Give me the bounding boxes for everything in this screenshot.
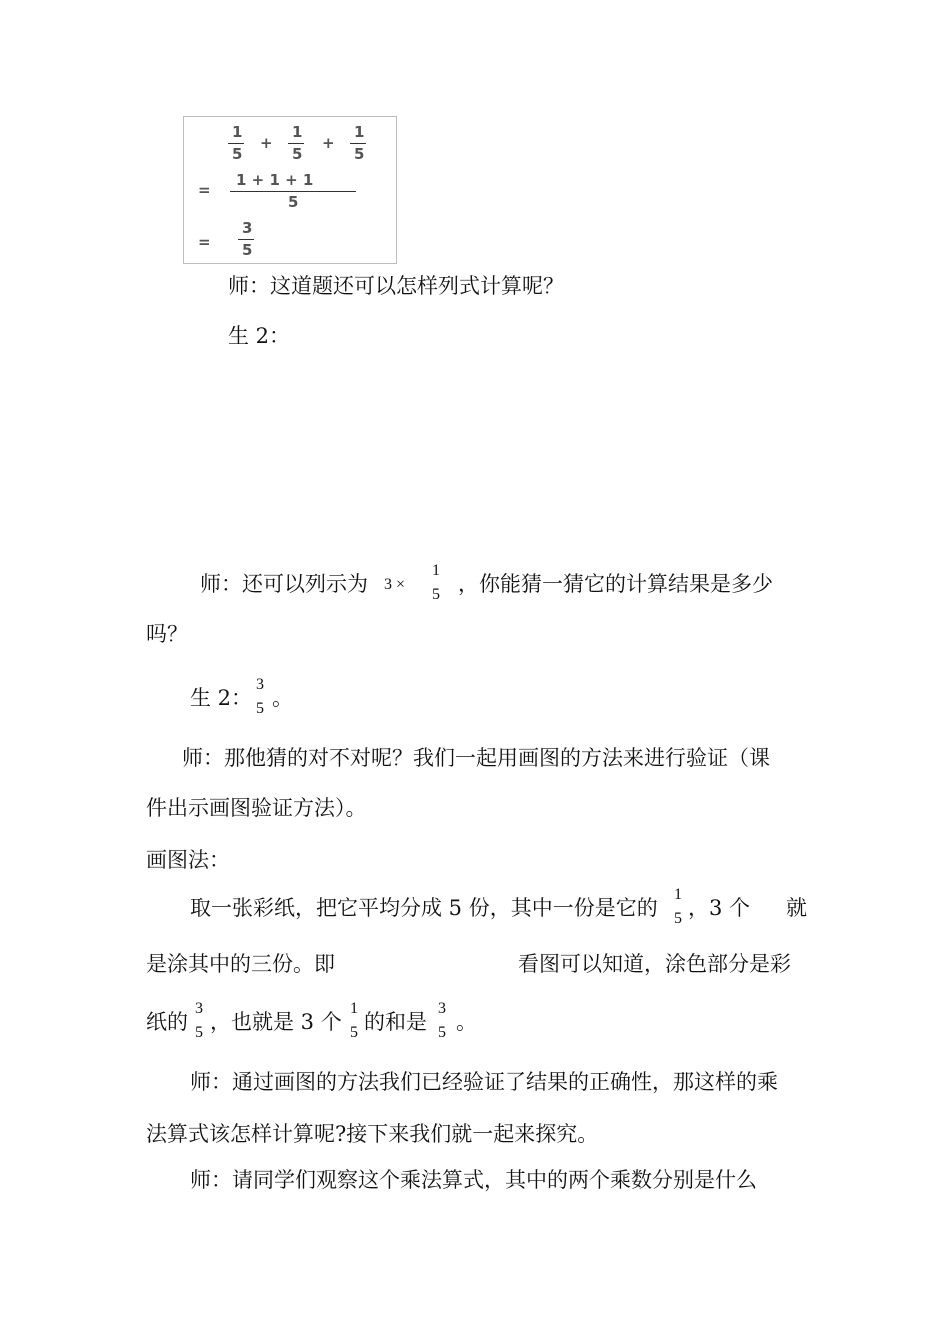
frac-den: 5 [292, 145, 303, 163]
frac-num: 1 [354, 123, 365, 141]
paragraph-student-guess: 生 2： [190, 686, 253, 710]
equals-sign: = [198, 181, 211, 199]
frac-num: 1 [232, 123, 243, 141]
frac-num: 3 [242, 219, 253, 237]
paragraph-drawing-line1-a: 取一张彩纸，把它平均分成 5 份，其中一份是它的 [190, 896, 658, 920]
paragraph-drawing-line3-b: ，也就是 3 个 [210, 1010, 342, 1034]
plus-sign: + [260, 134, 273, 152]
frac-num: 1 + 1 + 1 [236, 171, 314, 189]
formula-image [183, 116, 397, 264]
paragraph-teacher-multiplication [200, 570, 368, 598]
frac-den: 5 [432, 586, 440, 603]
fraction [434, 1000, 450, 1042]
paragraph-student-answer: 生 2： [228, 324, 291, 348]
multiply-expression: 3 × [384, 576, 406, 593]
frac-num: 1 [292, 123, 303, 141]
frac-num: 3 [195, 1000, 203, 1017]
frac-den: 5 [438, 1024, 446, 1041]
paragraph-drawing-line1-c: 就 [786, 896, 807, 920]
fraction-bar [228, 143, 244, 144]
fraction [191, 1000, 207, 1042]
frac-den: 5 [232, 145, 243, 163]
text-before: 师：还可以列示为 [200, 572, 368, 596]
paragraph-teacher-verify-line1: 师：那他猜的对不对呢？我们一起用画图的方法来进行验证（课 [182, 746, 770, 770]
paragraph-teacher-explore-line2: 法算式该怎样计算呢?接下来我们就一起来探究。 [146, 1122, 599, 1146]
fraction-bar [230, 191, 356, 192]
frac-den: 5 [242, 241, 253, 259]
paragraph-drawing-line3-d: 。 [456, 1010, 477, 1034]
fraction [346, 1000, 362, 1042]
fraction [670, 886, 686, 928]
paragraph-drawing-line3-c: 的和是 [364, 1010, 427, 1034]
frac-num: 3 [438, 1000, 446, 1017]
paragraph-drawing-line1-b: ，3 个 [688, 896, 751, 920]
text-after: ，你能猜一猜它的计算结果是多少 [458, 572, 773, 596]
equals-sign: = [198, 233, 211, 251]
fraction-bar [238, 239, 254, 240]
fraction [428, 562, 444, 604]
text-after: 。 [272, 686, 293, 710]
paragraph-drawing-line2-b: 看图可以知道，涂色部分是彩 [518, 952, 791, 976]
paragraph-teacher-verify-line2: 件出示画图验证方法）。 [146, 796, 367, 820]
text-continuation: 吗？ [146, 622, 188, 646]
plus-sign: + [322, 134, 335, 152]
fraction-bar [350, 143, 366, 144]
heading-drawing-method: 画图法： [146, 848, 230, 872]
frac-den: 5 [350, 1024, 358, 1041]
paragraph-teacher-observe: 师：请同学们观察这个乘法算式，其中的两个乘数分别是什么 [190, 1168, 757, 1192]
paragraph-drawing-line2-a: 是涂其中的三份。即 [146, 952, 335, 976]
frac-den: 5 [256, 700, 264, 717]
frac-den: 5 [195, 1024, 203, 1041]
frac-num: 1 [350, 1000, 358, 1017]
frac-den: 5 [288, 193, 299, 211]
paragraph-drawing-line3-a: 纸的 [146, 1010, 188, 1034]
fraction [252, 676, 268, 718]
frac-num: 1 [432, 562, 440, 579]
frac-den: 5 [354, 145, 365, 163]
fraction-bar [288, 143, 304, 144]
frac-num: 3 [256, 676, 264, 693]
paragraph-teacher-explore-line1: 师：通过画图的方法我们已经验证了结果的正确性，那这样的乘 [190, 1070, 778, 1094]
frac-num: 1 [674, 886, 682, 903]
frac-den: 5 [674, 910, 682, 927]
paragraph-teacher-question: 师：这道题还可以怎样列式计算呢？ [228, 274, 564, 298]
